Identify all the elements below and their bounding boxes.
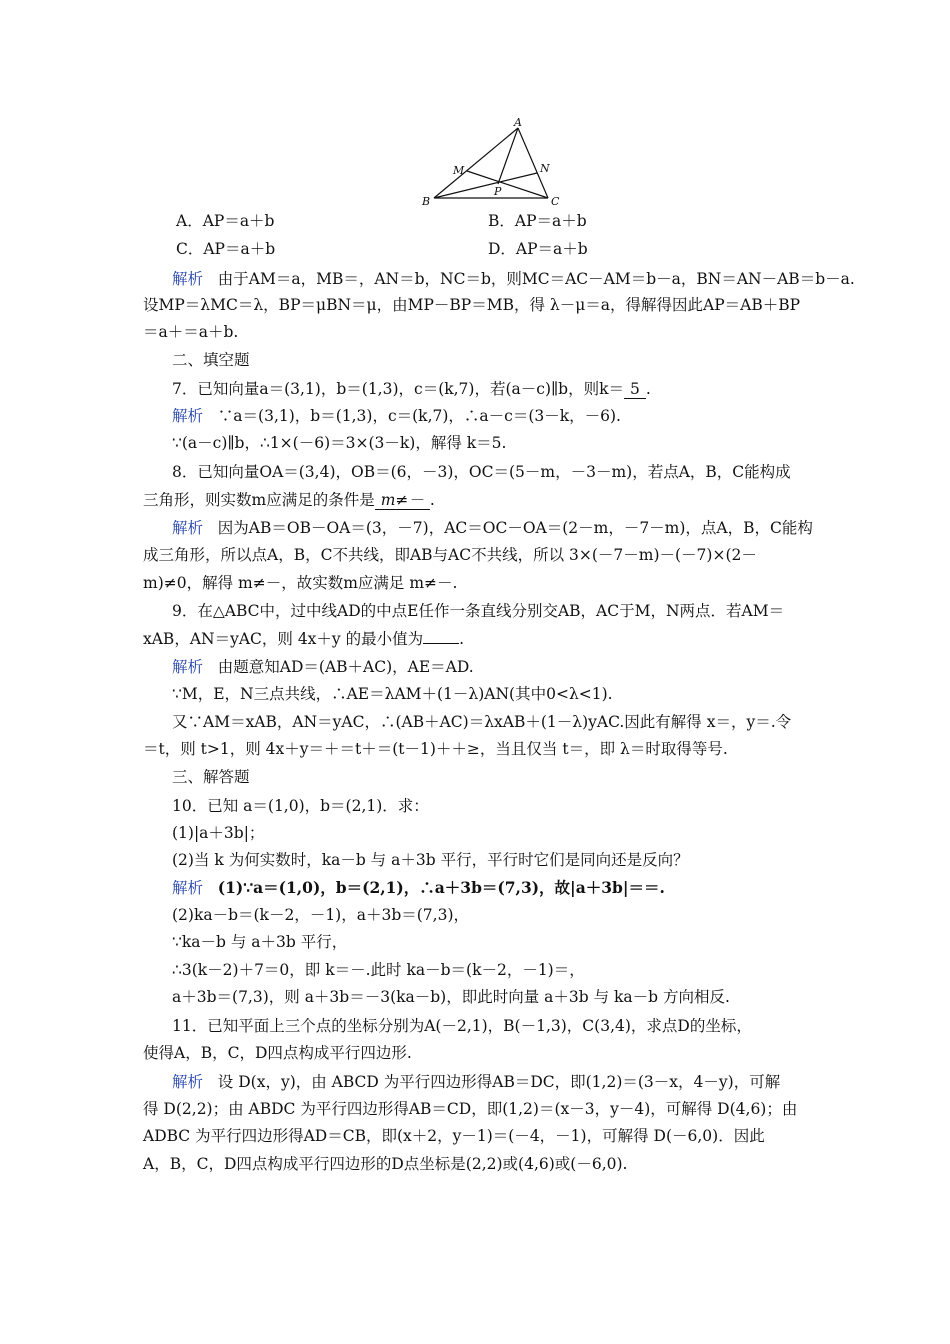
answer-blank xyxy=(423,629,459,644)
label-c: C xyxy=(551,195,560,208)
q8-solution-line-2: 成三角形，所以点A，B，C不共线，即AB与AC不共线，所以 3×(－7－m)－(－7)×(2－ xyxy=(143,546,757,564)
section-title-fill-in: 二、填空题 xyxy=(172,351,250,369)
solution-tag: 解析 xyxy=(172,658,204,676)
question-8-line-1: 8．已知向量OA＝(3,4)，OB＝(6，－3)，OC＝(5－m，－3－m)，若点A，B，C能构成 xyxy=(172,463,791,481)
q9-solution-line-3: 又∵AM＝xAB，AN＝yAC，∴(AB＋AC)＝λxAB＋(1－λ)yAC.因此有解得 x＝，y＝.令 xyxy=(172,713,792,731)
q9-solution-line-2: ∵M，E，N三点共线，∴AE＝λAM＋(1－λ)AN(其中0<λ<1). xyxy=(172,685,613,703)
solution-tag: 解析 xyxy=(172,1073,204,1091)
solution-tag: 解析 xyxy=(172,270,204,288)
q9-solution-line-1: 解析 由题意知AD＝(AB＋AC)，AE＝AD. xyxy=(172,658,474,676)
q10-solution-line-5: a＋3b＝(7,3)，则 a＋3b＝－3(ka－b)，即此时向量 a＋3b 与 ka－b 方向相反. xyxy=(172,988,730,1006)
triangle-figure xyxy=(412,116,572,212)
question-9-line-1: 9．在△ABC中，过中线AD的中点E任作一条直线分别交AB，AC于M，N两点．若AM＝ xyxy=(172,602,785,620)
option-b: B．AP＝a＋b xyxy=(488,212,587,230)
q7-solution-line-2: ∵(a－c)∥b，∴1×(－6)＝3×(3－k)，解得 k＝5. xyxy=(172,434,507,452)
q11-solution-line-3: ADBC 为平行四边形得AD＝CB，即(x＋2，y－1)＝(－4，－1)，可解得 D(－6,0)．因此 xyxy=(143,1127,765,1145)
label-a: A xyxy=(514,116,522,129)
q8-solution-line-1: 解析 因为AB＝OB－OA＝(3，－7)，AC＝OC－OA＝(2－m，－7－m)，点A，B，C能构 xyxy=(172,519,813,537)
solution-tag: 解析 xyxy=(172,407,204,425)
question-11-line-1: 11．已知平面上三个点的坐标分别为A(－2,1)，B(－1,3)，C(3,4)，求点D的坐标， xyxy=(172,1017,752,1035)
q10-solution-line-4: ∴3(k－2)＋7＝0，即 k＝－.此时 ka－b＝(k－2，－1)＝， xyxy=(172,961,585,979)
question-7: 7．已知向量a＝(3,1)，b＝(1,3)，c＝(k,7)，若(a－c)∥b，则k＝ 5 . xyxy=(172,380,651,398)
question-9-line-2: xAB，AN＝yAC，则 4x＋y 的最小值为 . xyxy=(143,630,465,648)
answer-blank: m≠－ xyxy=(375,491,430,510)
q7-solution-line-1: 解析 ∵a＝(3,1)，b＝(1,3)，c＝(k,7)，∴a－c＝(3－k，－6). xyxy=(172,407,621,425)
q11-solution-line-4: A，B，C，D四点构成平行四边形的D点坐标是(2,2)或(4,6)或(－6,0). xyxy=(143,1155,628,1173)
question-11-line-2: 使得A，B，C，D四点构成平行四边形. xyxy=(143,1044,412,1062)
label-n: N xyxy=(540,162,550,175)
section-title-answer-questions: 三、解答题 xyxy=(172,768,250,786)
solution-tag: 解析 xyxy=(172,519,204,537)
question-10-line-2: (1)|a＋3b|； xyxy=(172,824,265,842)
q10-solution-line-3: ∵ka－b 与 a＋3b 平行， xyxy=(172,933,348,951)
label-m: M xyxy=(453,164,465,177)
segment-mc xyxy=(467,171,548,198)
label-b: B xyxy=(422,195,431,208)
question-10-line-1: 10．已知 a＝(1,0)，b＝(2,1)．求： xyxy=(172,797,429,815)
q10-solution-line-1: 解析 (1)∵a＝(1,0)，b＝(2,1)，∴a＋3b＝(7,3)，故|a＋3b|＝＝. xyxy=(172,878,665,897)
answer-blank: 5 xyxy=(624,380,646,399)
q10-solution-line-2: (2)ka－b＝(k－2，－1)，a＋3b＝(7,3)， xyxy=(172,906,469,924)
q8-solution-line-3: m)≠0，解得 m≠－，故实数m应满足 m≠－. xyxy=(143,574,458,592)
q11-solution-line-1: 解析 设 D(x，y)，由 ABCD 为平行四边形得AB＝DC，即(1,2)＝(3－x，4－y)，可解 xyxy=(172,1073,781,1091)
label-p: P xyxy=(494,185,502,198)
option-c: C．AP＝a＋b xyxy=(176,240,276,258)
q6-solution-line-3: ＝a＋＝a＋b. xyxy=(143,323,239,341)
q6-solution-line-2: 设MP＝λMC＝λ，BP＝μBN＝μ，由MP－BP＝MB，得 λ－μ＝a，得解得因此AP＝AB＋BP xyxy=(143,296,801,314)
option-d: D．AP＝a＋b xyxy=(488,240,588,258)
question-8-line-2: 三角形，则实数m应满足的条件是 m≠－ . xyxy=(143,491,435,509)
q9-solution-line-4: ＝t，则 t>1，则 4x＋y＝＋＝t＋＝(t－1)＋＋≥，当且仅当 t＝，即 λ＝时取得等号. xyxy=(143,740,728,758)
option-a: A．AP＝a＋b xyxy=(176,212,275,230)
question-10-line-3: (2)当 k 为何实数时，ka－b 与 a＋3b 平行，平行时它们是同向还是反向？ xyxy=(172,851,689,869)
q11-solution-line-2: 得 D(2,2)；由 ABDC 为平行四边形得AB＝CD，即(1,2)＝(x－3，y－4)，可解得 D(4,6)；由 xyxy=(143,1100,798,1118)
q6-solution-line-1: 解析 由于AM＝a，MB＝，AN＝b，NC＝b，则MC＝AC－AM＝b－a，BN＝AN－AB＝b－a. xyxy=(172,270,855,288)
solution-tag: 解析 xyxy=(172,879,204,897)
